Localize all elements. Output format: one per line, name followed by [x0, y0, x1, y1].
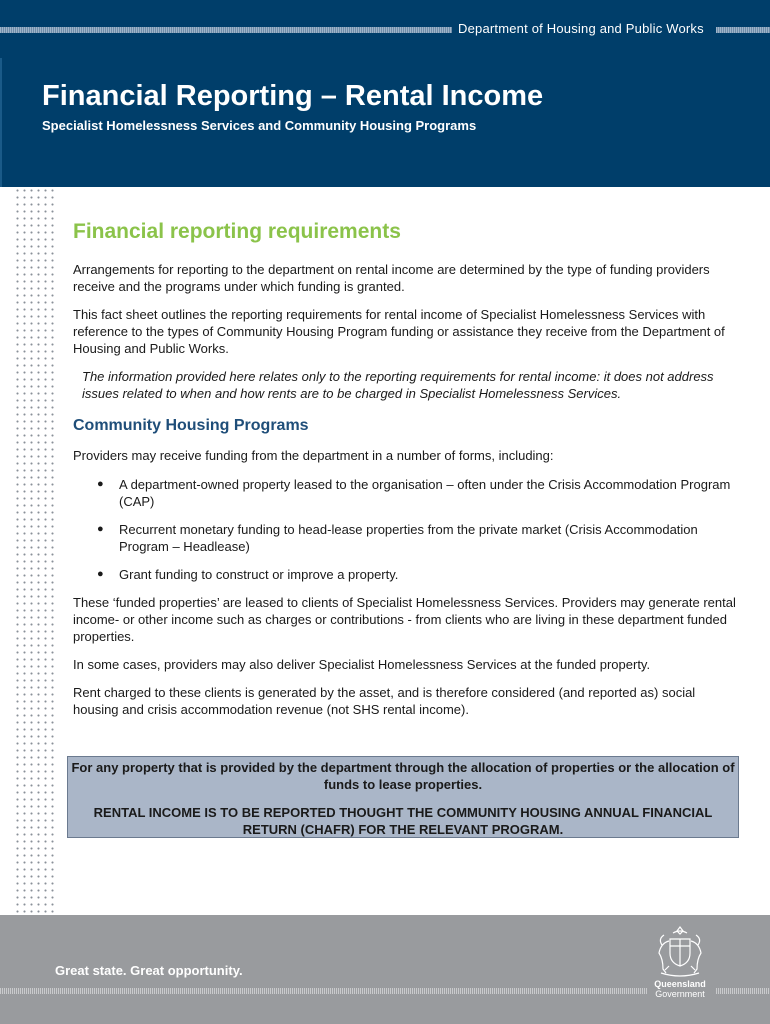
paragraph-fact-sheet: This fact sheet outlines the reporting requirements for rental income of Specialist Homelessness Services with reference to the types of Community Housing Program funding or assistance they receive from the Department of Housing and Public Works. [73, 307, 725, 356]
paragraph-providers-intro: Providers may receive funding from the department in a number of forms, including: [73, 448, 554, 463]
dotted-margin-decoration [14, 187, 58, 915]
list-item-text: A department-owned property leased to the organisation – often under the Crisis Accommodation Program (CAP) [119, 477, 731, 509]
page-header [0, 0, 770, 187]
government-name: Queensland [654, 979, 706, 989]
footer-stripe-right [716, 988, 770, 994]
bullet-dot-icon: ● [97, 478, 104, 490]
page-footer [0, 915, 770, 1024]
document-title: Financial Reporting – Rental Income [42, 80, 544, 112]
list-item [73, 476, 738, 510]
bullet-dot-icon: ● [97, 568, 104, 580]
reporting-callout-box [67, 756, 739, 838]
paragraph-arrangements: Arrangements for reporting to the department on rental income are determined by the type of funding providers receive and the programs under which funding is granted. [73, 262, 710, 294]
document-subtitle: Specialist Homelessness Services and Community Housing Programs [42, 118, 477, 133]
government-label: Government [655, 989, 705, 999]
header-stripe-right [716, 27, 770, 33]
list-item [73, 566, 738, 583]
callout-line-1: For any property that is provided by the department through the allocation of properties or the allocation of funds to lease properties. [71, 760, 735, 792]
paragraph-funded-property-services: In some cases, providers may also deliver Specialist Homelessness Services at the funded property. [73, 657, 651, 672]
department-name: Department of Housing and Public Works [458, 21, 704, 36]
header-stripe-left [0, 27, 452, 33]
funding-forms-list [73, 476, 738, 583]
italic-note: The information provided here relates only to the reporting requirements for rental income: it does not address issues related to when and how rents are to be charged in Specialist Homelessness Services. [82, 369, 714, 401]
main-content [73, 220, 738, 718]
community-housing-heading: Community Housing Programs [73, 417, 309, 434]
list-item [73, 521, 738, 555]
list-item-text: Recurrent monetary funding to head-lease properties from the private market (Crisis Accommodation Program – Headlease) [119, 522, 698, 554]
header-rule [0, 58, 2, 187]
paragraph-funded-properties: These ‘funded properties’ are leased to clients of Specialist Homelessness Services. Providers may generate rental income- or other income such as charges or contributions - from clients who are living in these department funded properties. [73, 595, 736, 644]
section-heading: Financial reporting requirements [73, 220, 401, 243]
bullet-dot-icon: ● [97, 523, 104, 535]
list-item-text: Grant funding to construct or improve a property. [119, 567, 399, 582]
callout-line-2: RENTAL INCOME IS TO BE REPORTED THOUGHT THE COMMUNITY HOUSING ANNUAL FINANCIAL RETURN (CHAFR) FOR THE RELEVANT PROGRAM. [93, 805, 713, 837]
paragraph-rent-charged: Rent charged to these clients is generated by the asset, and is therefore considered (and reported as) social housing and crisis accommodation revenue (not SHS rental income). [73, 685, 696, 717]
footer-stripe-left [0, 988, 647, 994]
footer-slogan: Great state. Great opportunity. [55, 963, 243, 978]
